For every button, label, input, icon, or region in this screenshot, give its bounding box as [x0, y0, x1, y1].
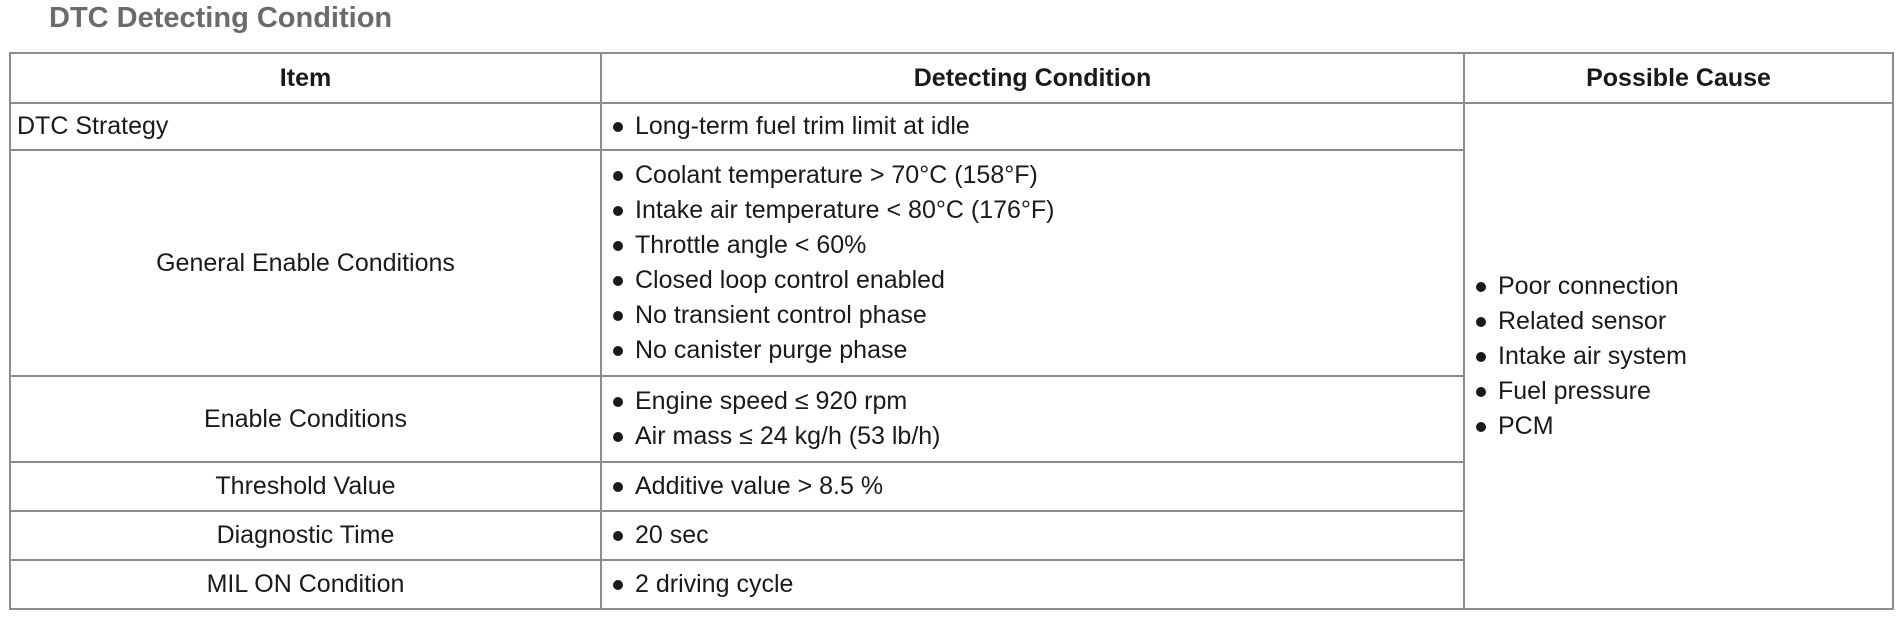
bullet-icon — [613, 531, 623, 541]
condition-text: 2 driving cycle — [635, 570, 794, 598]
page-title: DTC Detecting Condition — [49, 2, 393, 34]
bullet-icon — [1476, 317, 1486, 327]
bullet-icon — [1476, 387, 1486, 397]
condition-text: Throttle angle < 60% — [635, 231, 867, 259]
condition-list — [611, 158, 1454, 368]
condition-text: Closed loop control enabled — [635, 266, 945, 294]
cause-text: PCM — [1498, 411, 1554, 440]
list-item — [611, 228, 1454, 263]
header-possible-cause: Possible Cause — [1464, 53, 1893, 103]
list-item — [611, 333, 1454, 368]
condition-text: Intake air temperature < 80°C (176°F) — [635, 196, 1055, 224]
item-cell: Diagnostic Time — [10, 511, 601, 560]
possible-cause-cell — [1464, 103, 1893, 609]
condition-list — [611, 109, 1454, 144]
condition-cell — [601, 103, 1464, 150]
item-cell: General Enable Conditions — [10, 150, 601, 376]
bullet-icon — [613, 311, 623, 321]
bullet-icon — [613, 241, 623, 251]
bullet-icon — [613, 346, 623, 356]
dtc-table — [9, 52, 1894, 610]
condition-text: Air mass ≤ 24 kg/h (53 lb/h) — [635, 422, 941, 450]
table-row — [10, 103, 1893, 150]
item-cell: DTC Strategy — [10, 103, 601, 150]
list-item — [611, 567, 1454, 602]
list-item — [1474, 409, 1883, 444]
list-item — [611, 384, 1454, 419]
bullet-icon — [613, 432, 623, 442]
condition-cell — [601, 511, 1464, 560]
bullet-icon — [613, 206, 623, 216]
cause-text: Poor connection — [1498, 271, 1679, 300]
bullet-icon — [613, 580, 623, 590]
condition-text: 20 sec — [635, 521, 709, 549]
condition-text: Engine speed ≤ 920 rpm — [635, 387, 908, 415]
condition-text: Additive value > 8.5 % — [635, 472, 884, 500]
bullet-icon — [1476, 282, 1486, 292]
condition-list — [611, 518, 1454, 553]
item-cell: MIL ON Condition — [10, 560, 601, 609]
condition-list — [611, 384, 1454, 454]
bullet-icon — [613, 171, 623, 181]
header-item: Item — [10, 53, 601, 103]
bullet-icon — [613, 276, 623, 286]
list-item — [611, 298, 1454, 333]
header-detecting-condition: Detecting Condition — [601, 53, 1464, 103]
item-cell: Enable Conditions — [10, 376, 601, 462]
list-item — [611, 469, 1454, 504]
condition-cell — [601, 560, 1464, 609]
list-item — [611, 419, 1454, 454]
list-item — [611, 518, 1454, 553]
list-item — [611, 109, 1454, 144]
cause-text: Fuel pressure — [1498, 376, 1651, 405]
list-item — [611, 158, 1454, 193]
possible-cause-list — [1474, 269, 1883, 444]
condition-list — [611, 469, 1454, 504]
bullet-icon — [613, 397, 623, 407]
bullet-icon — [1476, 422, 1486, 432]
list-item — [611, 263, 1454, 298]
bullet-icon — [1476, 352, 1486, 362]
condition-text: Coolant temperature > 70°C (158°F) — [635, 161, 1038, 189]
condition-list — [611, 567, 1454, 602]
condition-text: No canister purge phase — [635, 336, 908, 364]
list-item — [1474, 304, 1883, 339]
cause-text: Intake air system — [1498, 341, 1687, 370]
list-item — [1474, 339, 1883, 374]
header-row — [10, 53, 1893, 103]
bullet-icon — [613, 122, 623, 132]
condition-cell — [601, 150, 1464, 376]
condition-text: No transient control phase — [635, 301, 927, 329]
bullet-icon — [613, 482, 623, 492]
condition-cell — [601, 376, 1464, 462]
cause-text: Related sensor — [1498, 306, 1667, 335]
list-item — [611, 193, 1454, 228]
list-item — [1474, 374, 1883, 409]
condition-cell — [601, 462, 1464, 511]
condition-text: Long-term fuel trim limit at idle — [635, 112, 970, 140]
item-cell: Threshold Value — [10, 462, 601, 511]
list-item — [1474, 269, 1883, 304]
